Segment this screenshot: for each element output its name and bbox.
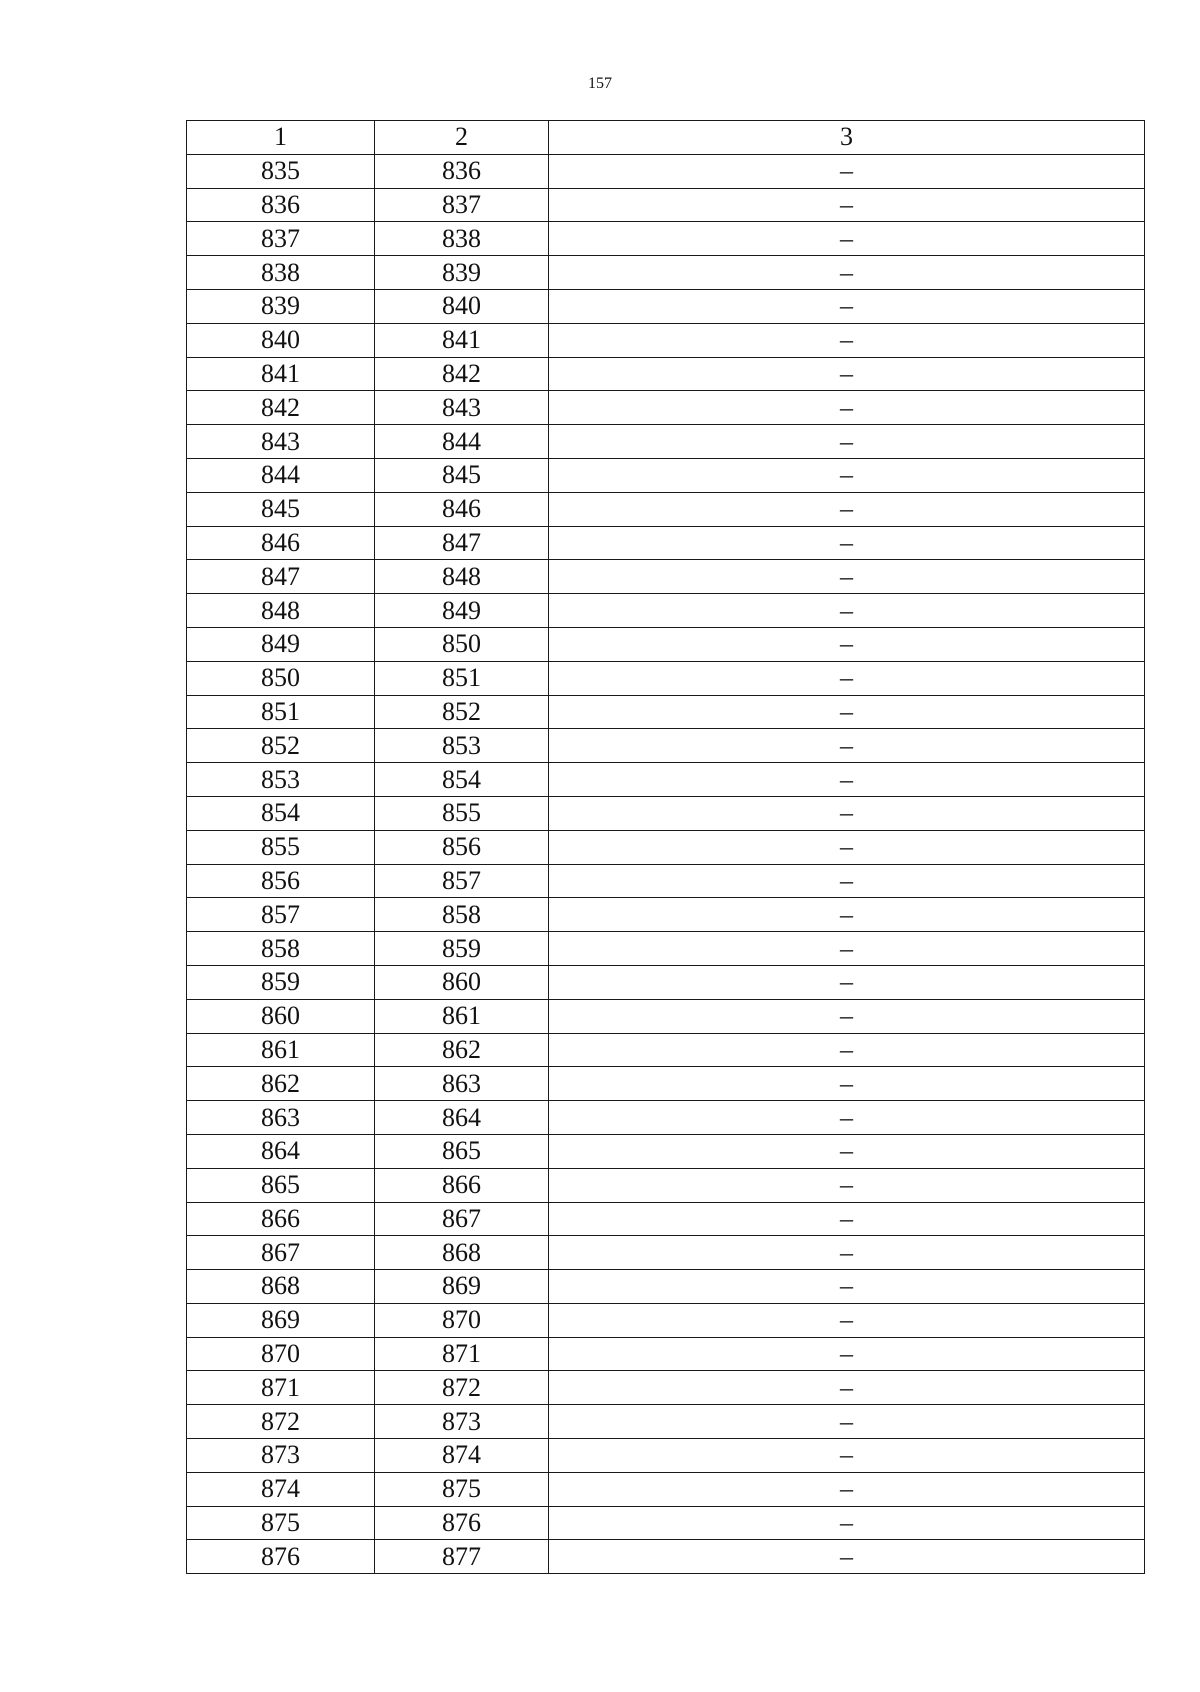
table-cell-col-1: 860 <box>187 999 375 1033</box>
table-row <box>187 1202 1145 1236</box>
table-cell-col-3: – <box>549 1371 1145 1405</box>
table-cell-col-3: – <box>549 425 1145 459</box>
table-cell-col-2: 838 <box>375 222 549 256</box>
table-cell-col-3: – <box>549 661 1145 695</box>
table-cell-col-2: 873 <box>375 1405 549 1439</box>
table-cell-col-1: 843 <box>187 425 375 459</box>
table-cell-col-3: – <box>549 932 1145 966</box>
table-cell-col-3: – <box>549 1405 1145 1439</box>
table-cell-col-3: – <box>549 1067 1145 1101</box>
table-cell-col-3: – <box>549 999 1145 1033</box>
table-cell-col-2: 864 <box>375 1101 549 1135</box>
table-cell-col-1: 872 <box>187 1405 375 1439</box>
table-row <box>187 864 1145 898</box>
table-cell-col-1: 865 <box>187 1168 375 1202</box>
table-cell-col-2: 858 <box>375 898 549 932</box>
table-row <box>187 661 1145 695</box>
table-row <box>187 1405 1145 1439</box>
table-cell-col-2: 841 <box>375 323 549 357</box>
table-row <box>187 1067 1145 1101</box>
table-row <box>187 729 1145 763</box>
table-cell-col-2: 877 <box>375 1540 549 1574</box>
table-cell-col-2: 863 <box>375 1067 549 1101</box>
table-cell-col-3: – <box>549 627 1145 661</box>
table-cell-col-1: 862 <box>187 1067 375 1101</box>
table-cell-col-1: 859 <box>187 965 375 999</box>
table-cell-col-1: 837 <box>187 222 375 256</box>
table-row <box>187 1540 1145 1574</box>
data-table <box>186 120 1145 1574</box>
table-row <box>187 999 1145 1033</box>
table-row <box>187 560 1145 594</box>
table-cell-col-3: – <box>549 1270 1145 1304</box>
table-cell-col-2: 842 <box>375 357 549 391</box>
table-cell-col-2: 861 <box>375 999 549 1033</box>
table-cell-col-1: 875 <box>187 1506 375 1540</box>
table-cell-col-1: 863 <box>187 1101 375 1135</box>
page-number: 157 <box>588 75 612 92</box>
table-row <box>187 323 1145 357</box>
table-cell-col-3: – <box>549 458 1145 492</box>
table-cell-col-1: 871 <box>187 1371 375 1405</box>
table-cell-col-2: 868 <box>375 1236 549 1270</box>
table-cell-col-1: 876 <box>187 1540 375 1574</box>
table-row <box>187 425 1145 459</box>
table-cell-col-1: 851 <box>187 695 375 729</box>
table-cell-col-1: 839 <box>187 289 375 323</box>
table-cell-col-2: 848 <box>375 560 549 594</box>
table-cell-col-2: 849 <box>375 594 549 628</box>
table-row <box>187 1472 1145 1506</box>
table-cell-col-2: 845 <box>375 458 549 492</box>
table-cell-col-3: – <box>549 729 1145 763</box>
table-cell-col-2: 857 <box>375 864 549 898</box>
table-row <box>187 1303 1145 1337</box>
table-cell-col-2: 872 <box>375 1371 549 1405</box>
table-cell-col-1: 870 <box>187 1337 375 1371</box>
table-cell-col-3: – <box>549 1202 1145 1236</box>
table-cell-col-1: 857 <box>187 898 375 932</box>
table-row <box>187 627 1145 661</box>
table-cell-col-3: – <box>549 188 1145 222</box>
table-cell-col-1: 840 <box>187 323 375 357</box>
table-cell-col-2: 853 <box>375 729 549 763</box>
table-row <box>187 898 1145 932</box>
table-cell-col-1: 847 <box>187 560 375 594</box>
table-cell-col-1: 844 <box>187 458 375 492</box>
table-cell-col-1: 866 <box>187 1202 375 1236</box>
table-cell-col-3: – <box>549 796 1145 830</box>
table-cell-col-2: 874 <box>375 1439 549 1473</box>
table-cell-col-1: 868 <box>187 1270 375 1304</box>
table-cell-col-2: 852 <box>375 695 549 729</box>
table-cell-col-3: – <box>549 1303 1145 1337</box>
table-cell-col-1: 852 <box>187 729 375 763</box>
table-cell-col-3: – <box>549 1540 1145 1574</box>
table-cell-col-2: 850 <box>375 627 549 661</box>
table-cell-col-3: – <box>549 1168 1145 1202</box>
table-row <box>187 222 1145 256</box>
table-row <box>187 1134 1145 1168</box>
table-cell-col-3: – <box>549 763 1145 797</box>
table-cell-col-2: 840 <box>375 289 549 323</box>
table-cell-col-2: 843 <box>375 391 549 425</box>
table-cell-col-2: 876 <box>375 1506 549 1540</box>
table-row <box>187 188 1145 222</box>
table-row <box>187 154 1145 188</box>
table-cell-col-2: 866 <box>375 1168 549 1202</box>
table-row <box>187 1270 1145 1304</box>
table-cell-col-2: 865 <box>375 1134 549 1168</box>
table-cell-col-1: 874 <box>187 1472 375 1506</box>
table-cell-col-1: 850 <box>187 661 375 695</box>
table-cell-col-3: – <box>549 1134 1145 1168</box>
column-header-2: 2 <box>375 121 549 155</box>
table-cell-col-3: – <box>549 256 1145 290</box>
table-cell-col-3: – <box>549 560 1145 594</box>
table-cell-col-2: 870 <box>375 1303 549 1337</box>
table-cell-col-3: – <box>549 1472 1145 1506</box>
table-cell-col-3: – <box>549 1506 1145 1540</box>
table-cell-col-2: 855 <box>375 796 549 830</box>
table-cell-col-1: 869 <box>187 1303 375 1337</box>
table-cell-col-1: 854 <box>187 796 375 830</box>
table-cell-col-2: 847 <box>375 526 549 560</box>
table-row <box>187 1168 1145 1202</box>
table-cell-col-3: – <box>549 492 1145 526</box>
table-row <box>187 830 1145 864</box>
table-row <box>187 763 1145 797</box>
table-cell-col-2: 871 <box>375 1337 549 1371</box>
table-row <box>187 1371 1145 1405</box>
table-cell-col-1: 836 <box>187 188 375 222</box>
table-cell-col-3: – <box>549 830 1145 864</box>
table-cell-col-1: 864 <box>187 1134 375 1168</box>
table-cell-col-1: 841 <box>187 357 375 391</box>
table-cell-col-2: 844 <box>375 425 549 459</box>
table-cell-col-1: 838 <box>187 256 375 290</box>
table-cell-col-3: – <box>549 154 1145 188</box>
table-cell-col-1: 858 <box>187 932 375 966</box>
table-cell-col-1: 853 <box>187 763 375 797</box>
table-cell-col-2: 846 <box>375 492 549 526</box>
table-cell-col-3: – <box>549 391 1145 425</box>
table-cell-col-2: 869 <box>375 1270 549 1304</box>
table-row <box>187 965 1145 999</box>
table-cell-col-1: 846 <box>187 526 375 560</box>
column-header-3: 3 <box>549 121 1145 155</box>
table-cell-col-1: 855 <box>187 830 375 864</box>
table-cell-col-2: 875 <box>375 1472 549 1506</box>
table-row <box>187 1101 1145 1135</box>
table-cell-col-2: 860 <box>375 965 549 999</box>
column-header-1: 1 <box>187 121 375 155</box>
table-cell-col-3: – <box>549 864 1145 898</box>
table-cell-col-2: 839 <box>375 256 549 290</box>
table-row <box>187 1033 1145 1067</box>
table-cell-col-3: – <box>549 695 1145 729</box>
table-cell-col-2: 837 <box>375 188 549 222</box>
table-cell-col-2: 854 <box>375 763 549 797</box>
table-cell-col-3: – <box>549 1033 1145 1067</box>
table-row <box>187 289 1145 323</box>
table-cell-col-2: 851 <box>375 661 549 695</box>
table-cell-col-1: 856 <box>187 864 375 898</box>
table-cell-col-2: 867 <box>375 1202 549 1236</box>
table-cell-col-1: 861 <box>187 1033 375 1067</box>
table-body <box>187 154 1145 1573</box>
table-cell-col-2: 862 <box>375 1033 549 1067</box>
table-row <box>187 256 1145 290</box>
table-cell-col-1: 867 <box>187 1236 375 1270</box>
table-row <box>187 594 1145 628</box>
table-cell-col-1: 848 <box>187 594 375 628</box>
table-cell-col-3: – <box>549 357 1145 391</box>
table-cell-col-1: 845 <box>187 492 375 526</box>
table-header-row <box>187 121 1145 155</box>
table-cell-col-3: – <box>549 222 1145 256</box>
table-cell-col-3: – <box>549 1236 1145 1270</box>
table-cell-col-1: 873 <box>187 1439 375 1473</box>
table-cell-col-2: 856 <box>375 830 549 864</box>
table-cell-col-3: – <box>549 323 1145 357</box>
table-row <box>187 796 1145 830</box>
table-row <box>187 391 1145 425</box>
table-cell-col-1: 849 <box>187 627 375 661</box>
table-cell-col-3: – <box>549 1337 1145 1371</box>
table-cell-col-3: – <box>549 1101 1145 1135</box>
table-row <box>187 1236 1145 1270</box>
table-row <box>187 695 1145 729</box>
table-row <box>187 357 1145 391</box>
table-cell-col-3: – <box>549 965 1145 999</box>
table-row <box>187 492 1145 526</box>
table-cell-col-1: 835 <box>187 154 375 188</box>
table-cell-col-3: – <box>549 526 1145 560</box>
table-row <box>187 1439 1145 1473</box>
table-cell-col-3: – <box>549 289 1145 323</box>
table-row <box>187 458 1145 492</box>
table-cell-col-1: 842 <box>187 391 375 425</box>
table-cell-col-3: – <box>549 1439 1145 1473</box>
table-cell-col-3: – <box>549 898 1145 932</box>
table-row <box>187 526 1145 560</box>
table-cell-col-2: 836 <box>375 154 549 188</box>
table-row <box>187 1506 1145 1540</box>
table-cell-col-3: – <box>549 594 1145 628</box>
table-row <box>187 932 1145 966</box>
table-cell-col-2: 859 <box>375 932 549 966</box>
table-row <box>187 1337 1145 1371</box>
